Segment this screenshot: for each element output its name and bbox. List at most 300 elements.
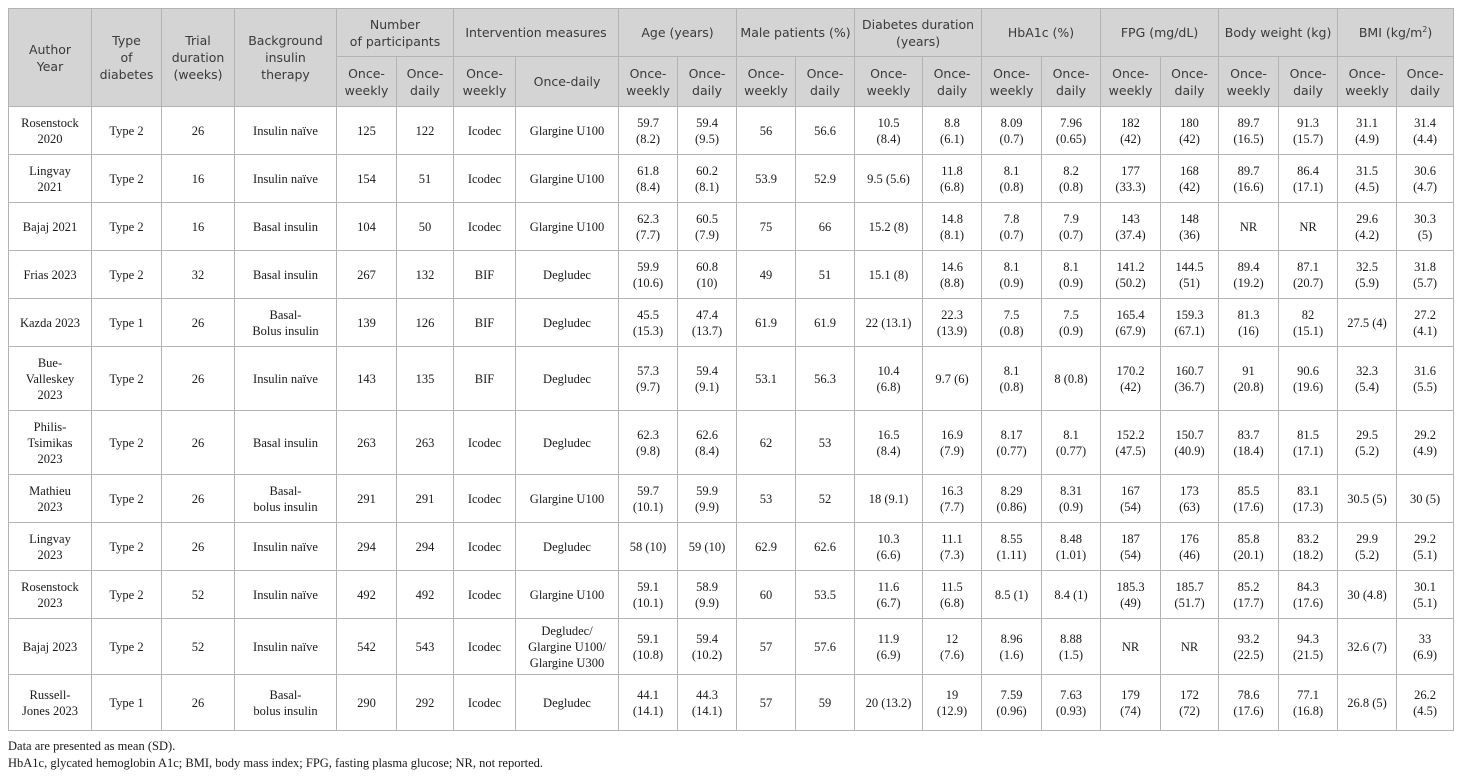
table-cell: Rosenstock 2023 [9, 571, 92, 619]
table-cell: 154 [337, 155, 397, 203]
footnote: HbA1c, glycated hemoglobin A1c; BMI, body mass index; FPG, fasting plasma glucose; NR, not reported. [8, 756, 543, 770]
table-cell: 56 [737, 107, 796, 155]
header-diabetes-duration: Diabetes duration (years) [855, 9, 982, 57]
table-cell: 159.3 (67.1) [1161, 299, 1219, 347]
table-cell: 32.5 (5.9) [1338, 251, 1397, 299]
table-cell: 57 [737, 675, 796, 731]
table-cell: 89.4 (19.2) [1219, 251, 1279, 299]
table-cell: 8.31 (0.9) [1042, 475, 1101, 523]
table-cell: 122 [397, 107, 454, 155]
table-cell: 12 (7.6) [923, 619, 982, 675]
table-cell: 7.96 (0.65) [1042, 107, 1101, 155]
table-cell: 290 [337, 675, 397, 731]
table-cell: 94.3 (21.5) [1279, 619, 1338, 675]
footnote: Data are presented as mean (SD). [8, 739, 176, 753]
header-bmi-text: BMI (kg/m [1358, 25, 1423, 40]
subheader-once-daily: Once-daily [516, 57, 619, 107]
table-row [9, 411, 1454, 475]
table-cell: Type 2 [92, 411, 162, 475]
table-cell: Glargine U100 [516, 571, 619, 619]
table-cell: 9.5 (5.6) [855, 155, 923, 203]
table-cell: 14.6 (8.8) [923, 251, 982, 299]
table-cell: 15.1 (8) [855, 251, 923, 299]
table-container [8, 8, 1452, 772]
table-cell: Icodec [454, 411, 516, 475]
table-cell: 57.3 (9.7) [619, 347, 678, 411]
table-cell: Type 1 [92, 675, 162, 731]
table-cell: 167 (54) [1101, 475, 1161, 523]
table-cell: Type 2 [92, 347, 162, 411]
table-cell: 31.1 (4.9) [1338, 107, 1397, 155]
table-cell: 132 [397, 251, 454, 299]
table-cell: Type 2 [92, 251, 162, 299]
table-cell: 173 (63) [1161, 475, 1219, 523]
table-cell: 84.3 (17.6) [1279, 571, 1338, 619]
table-row [9, 155, 1454, 203]
table-cell: 18 (9.1) [855, 475, 923, 523]
table-cell: 31.5 (4.5) [1338, 155, 1397, 203]
table-cell: 16 [162, 155, 235, 203]
table-cell: 177 (33.3) [1101, 155, 1161, 203]
table-cell: Degludec [516, 347, 619, 411]
subheader-once-weekly: Once- weekly [454, 57, 516, 107]
table-cell: 91 (20.8) [1219, 347, 1279, 411]
table-cell: 7.5 (0.9) [1042, 299, 1101, 347]
table-cell: 141.2 (50.2) [1101, 251, 1161, 299]
table-cell: 53 [737, 475, 796, 523]
table-row [9, 107, 1454, 155]
table-cell: 44.1 (14.1) [619, 675, 678, 731]
table-cell: Degludec [516, 411, 619, 475]
table-cell: Basal insulin [235, 411, 337, 475]
table-cell: 294 [337, 523, 397, 571]
table-cell: 267 [337, 251, 397, 299]
table-cell: Type 2 [92, 475, 162, 523]
table-cell: 180 (42) [1161, 107, 1219, 155]
header-body-weight: Body weight (kg) [1219, 9, 1338, 57]
subheader-once-weekly: Once- weekly [855, 57, 923, 107]
table-cell: 78.6 (17.6) [1219, 675, 1279, 731]
table-cell: 11.5 (6.8) [923, 571, 982, 619]
table-cell: 176 (46) [1161, 523, 1219, 571]
table-cell: 30 (5) [1397, 475, 1454, 523]
table-cell: 58 (10) [619, 523, 678, 571]
header-intervention: Intervention measures [454, 9, 619, 57]
table-cell: 492 [397, 571, 454, 619]
table-cell: 26.2 (4.5) [1397, 675, 1454, 731]
table-cell: 52 [162, 571, 235, 619]
table-cell: 66 [796, 203, 855, 251]
table-cell: 32.3 (5.4) [1338, 347, 1397, 411]
subheader-once-daily: Once- daily [397, 57, 454, 107]
subheader-once-weekly: Once- weekly [1219, 57, 1279, 107]
table-cell: Degludec/ Glargine U100/ Glargine U300 [516, 619, 619, 675]
subheader-once-daily: Once- daily [796, 57, 855, 107]
table-cell: Degludec [516, 251, 619, 299]
table-cell: 11.6 (6.7) [855, 571, 923, 619]
table-cell: 83.1 (17.3) [1279, 475, 1338, 523]
header-author-year: Author Year [9, 9, 92, 107]
table-cell: 81.5 (17.1) [1279, 411, 1338, 475]
table-cell: Glargine U100 [516, 203, 619, 251]
table-cell: 22.3 (13.9) [923, 299, 982, 347]
table-cell: 29.6 (4.2) [1338, 203, 1397, 251]
table-cell: 31.4 (4.4) [1397, 107, 1454, 155]
table-cell: 14.8 (8.1) [923, 203, 982, 251]
table-cell: 143 (37.4) [1101, 203, 1161, 251]
table-cell: 85.8 (20.1) [1219, 523, 1279, 571]
table-cell: 45.5 (15.3) [619, 299, 678, 347]
table-cell: 59.1 (10.8) [619, 619, 678, 675]
table-cell: Degludec [516, 299, 619, 347]
table-cell: Icodec [454, 203, 516, 251]
table-row [9, 347, 1454, 411]
table-cell: 168 (42) [1161, 155, 1219, 203]
table-cell: 91.3 (15.7) [1279, 107, 1338, 155]
table-cell: 263 [337, 411, 397, 475]
table-cell: 60.2 (8.1) [678, 155, 737, 203]
header-bmi-sup: 2 [1422, 24, 1428, 34]
table-cell: 52 [162, 619, 235, 675]
table-cell: 263 [397, 411, 454, 475]
table-cell: 59 (10) [678, 523, 737, 571]
table-row [9, 251, 1454, 299]
table-cell: 7.63 (0.93) [1042, 675, 1101, 731]
table-cell: Philis- Tsimikas 2023 [9, 411, 92, 475]
table-cell: 26 [162, 475, 235, 523]
table-cell: 62.9 [737, 523, 796, 571]
table-cell: 8 (0.8) [1042, 347, 1101, 411]
table-cell: 492 [337, 571, 397, 619]
table-cell: 16.5 (8.4) [855, 411, 923, 475]
header-hba1c: HbA1c (%) [982, 9, 1101, 57]
table-cell: 31.6 (5.5) [1397, 347, 1454, 411]
table-cell: 144.5 (51) [1161, 251, 1219, 299]
table-row [9, 571, 1454, 619]
table-cell: 139 [337, 299, 397, 347]
table-footnotes [8, 738, 1452, 772]
table-cell: 52 [796, 475, 855, 523]
table-cell: 61.9 [796, 299, 855, 347]
table-cell: 56.3 [796, 347, 855, 411]
table-cell: Glargine U100 [516, 155, 619, 203]
table-cell: Basal insulin [235, 203, 337, 251]
table-cell: 11.8 (6.8) [923, 155, 982, 203]
table-cell: 291 [337, 475, 397, 523]
table-cell: 53 [796, 411, 855, 475]
table-cell: 60.5 (7.9) [678, 203, 737, 251]
table-cell: 27.2 (4.1) [1397, 299, 1454, 347]
table-cell: 543 [397, 619, 454, 675]
subheader-once-daily: Once- daily [678, 57, 737, 107]
table-cell: 26 [162, 299, 235, 347]
table-cell: 59.4 (9.1) [678, 347, 737, 411]
table-cell: 148 (36) [1161, 203, 1219, 251]
table-cell: 8.88 (1.5) [1042, 619, 1101, 675]
table-cell: 294 [397, 523, 454, 571]
table-cell: 83.7 (18.4) [1219, 411, 1279, 475]
table-body [9, 107, 1454, 731]
table-cell: Glargine U100 [516, 475, 619, 523]
header-type: Type of diabetes [92, 9, 162, 107]
table-cell: 30.5 (5) [1338, 475, 1397, 523]
table-cell: 170.2 (42) [1101, 347, 1161, 411]
header-participants: Number of participants [337, 9, 454, 57]
table-cell: 59.1 (10.1) [619, 571, 678, 619]
table-cell: 11.9 (6.9) [855, 619, 923, 675]
table-cell: 8.1 (0.9) [1042, 251, 1101, 299]
header-male: Male patients (%) [737, 9, 855, 57]
table-cell: 135 [397, 347, 454, 411]
table-cell: 27.5 (4) [1338, 299, 1397, 347]
subheader-once-weekly: Once- weekly [737, 57, 796, 107]
table-cell: 30.6 (4.7) [1397, 155, 1454, 203]
table-cell: Rosenstock 2020 [9, 107, 92, 155]
table-cell: 143 [337, 347, 397, 411]
table-cell: Type 2 [92, 107, 162, 155]
table-cell: 53.1 [737, 347, 796, 411]
table-cell: 30.1 (5.1) [1397, 571, 1454, 619]
table-header [9, 9, 1454, 107]
table-cell: 60.8 (10) [678, 251, 737, 299]
header-trial-duration: Trial duration (weeks) [162, 9, 235, 107]
table-cell: 8.8 (6.1) [923, 107, 982, 155]
table-cell: BIF [454, 347, 516, 411]
table-cell: 82 (15.1) [1279, 299, 1338, 347]
table-cell: 7.9 (0.7) [1042, 203, 1101, 251]
table-cell: 26 [162, 107, 235, 155]
table-cell: 59.7 (10.1) [619, 475, 678, 523]
table-cell: 8.1 (0.8) [982, 155, 1042, 203]
table-cell: 29.5 (5.2) [1338, 411, 1397, 475]
table-cell: Icodec [454, 475, 516, 523]
table-cell: 8.48 (1.01) [1042, 523, 1101, 571]
table-cell: 10.4 (6.8) [855, 347, 923, 411]
table-cell: 62.3 (7.7) [619, 203, 678, 251]
table-cell: 53.9 [737, 155, 796, 203]
table-cell: 29.2 (5.1) [1397, 523, 1454, 571]
table-row [9, 299, 1454, 347]
table-cell: 16.9 (7.9) [923, 411, 982, 475]
table-cell: 51 [796, 251, 855, 299]
table-cell: 89.7 (16.5) [1219, 107, 1279, 155]
table-cell: Bajaj 2023 [9, 619, 92, 675]
table-cell: 32 [162, 251, 235, 299]
table-cell: Type 2 [92, 619, 162, 675]
subheader-once-weekly: Once- weekly [1338, 57, 1397, 107]
table-row [9, 203, 1454, 251]
table-cell: 26.8 (5) [1338, 675, 1397, 731]
subheader-once-weekly: Once- weekly [337, 57, 397, 107]
table-cell: Frias 2023 [9, 251, 92, 299]
table-cell: Russell- Jones 2023 [9, 675, 92, 731]
table-cell: 83.2 (18.2) [1279, 523, 1338, 571]
table-cell: 61.8 (8.4) [619, 155, 678, 203]
table-cell: 59.4 (9.5) [678, 107, 737, 155]
table-cell: 11.1 (7.3) [923, 523, 982, 571]
table-cell: 89.7 (16.6) [1219, 155, 1279, 203]
table-row [9, 523, 1454, 571]
table-cell: 62.6 (8.4) [678, 411, 737, 475]
table-cell: 16 [162, 203, 235, 251]
table-cell: 152.2 (47.5) [1101, 411, 1161, 475]
table-cell: 59.9 (10.6) [619, 251, 678, 299]
table-cell: 15.2 (8) [855, 203, 923, 251]
header-bmi [1338, 9, 1454, 57]
table-cell: Insulin naïve [235, 347, 337, 411]
table-cell: 7.5 (0.8) [982, 299, 1042, 347]
subheader-once-weekly: Once- weekly [1101, 57, 1161, 107]
table-cell: 29.9 (5.2) [1338, 523, 1397, 571]
table-cell: 8.17 (0.77) [982, 411, 1042, 475]
subheader-once-daily: Once- daily [1397, 57, 1454, 107]
table-cell: 59.9 (9.9) [678, 475, 737, 523]
table-cell: 59.7 (8.2) [619, 107, 678, 155]
table-cell: NR [1161, 619, 1219, 675]
table-cell: 81.3 (16) [1219, 299, 1279, 347]
table-cell: 59.4 (10.2) [678, 619, 737, 675]
table-cell: 50 [397, 203, 454, 251]
table-cell: 172 (72) [1161, 675, 1219, 731]
table-cell: 61.9 [737, 299, 796, 347]
table-cell: 291 [397, 475, 454, 523]
table-cell: Insulin naïve [235, 619, 337, 675]
table-cell: Icodec [454, 571, 516, 619]
table-cell: 62 [737, 411, 796, 475]
table-cell: 8.29 (0.86) [982, 475, 1042, 523]
table-cell: 62.3 (9.8) [619, 411, 678, 475]
table-cell: Icodec [454, 155, 516, 203]
table-cell: 542 [337, 619, 397, 675]
table-cell: 32.6 (7) [1338, 619, 1397, 675]
table-cell: 8.1 (0.77) [1042, 411, 1101, 475]
table-cell: 22 (13.1) [855, 299, 923, 347]
table-cell: Type 2 [92, 155, 162, 203]
table-cell: 30 (4.8) [1338, 571, 1397, 619]
table-cell: 93.2 (22.5) [1219, 619, 1279, 675]
table-cell: Mathieu 2023 [9, 475, 92, 523]
table-cell: NR [1101, 619, 1161, 675]
table-cell: BIF [454, 251, 516, 299]
table-cell: 62.6 [796, 523, 855, 571]
table-cell: Icodec [454, 675, 516, 731]
subheader-once-weekly: Once- weekly [619, 57, 678, 107]
table-cell: 53.5 [796, 571, 855, 619]
table-cell: 185.7 (51.7) [1161, 571, 1219, 619]
table-row [9, 675, 1454, 731]
table-cell: 8.09 (0.7) [982, 107, 1042, 155]
table-cell: 292 [397, 675, 454, 731]
table-cell: 8.1 (0.8) [982, 347, 1042, 411]
table-cell: 59 [796, 675, 855, 731]
table-cell: 58.9 (9.9) [678, 571, 737, 619]
table-cell: 185.3 (49) [1101, 571, 1161, 619]
table-cell: 16.3 (7.7) [923, 475, 982, 523]
table-cell: 8.5 (1) [982, 571, 1042, 619]
table-cell: Lingvay 2021 [9, 155, 92, 203]
table-cell: 31.8 (5.7) [1397, 251, 1454, 299]
table-cell: Degludec [516, 675, 619, 731]
table-cell: Icodec [454, 619, 516, 675]
table-cell: Degludec [516, 523, 619, 571]
table-cell: NR [1279, 203, 1338, 251]
header-fpg: FPG (mg/dL) [1101, 9, 1219, 57]
table-cell: Basal- bolus insulin [235, 475, 337, 523]
table-cell: 20 (13.2) [855, 675, 923, 731]
table-cell: Type 2 [92, 523, 162, 571]
table-cell: 8.4 (1) [1042, 571, 1101, 619]
table-cell: 85.2 (17.7) [1219, 571, 1279, 619]
table-cell: 7.8 (0.7) [982, 203, 1042, 251]
table-cell: 85.5 (17.6) [1219, 475, 1279, 523]
table-cell: 7.59 (0.96) [982, 675, 1042, 731]
table-cell: 26 [162, 675, 235, 731]
table-cell: 47.4 (13.7) [678, 299, 737, 347]
header-background-insulin: Background insulin therapy [235, 9, 337, 107]
table-cell: 187 (54) [1101, 523, 1161, 571]
table-cell: 179 (74) [1101, 675, 1161, 731]
table-cell: 104 [337, 203, 397, 251]
table-cell: Basal- Bolus insulin [235, 299, 337, 347]
table-cell: NR [1219, 203, 1279, 251]
table-cell: 26 [162, 523, 235, 571]
table-cell: 8.55 (1.11) [982, 523, 1042, 571]
header-age: Age (years) [619, 9, 737, 57]
table-row [9, 619, 1454, 675]
table-cell: 30.3 (5) [1397, 203, 1454, 251]
table-cell: 150.7 (40.9) [1161, 411, 1219, 475]
table-row [9, 475, 1454, 523]
table-cell: 56.6 [796, 107, 855, 155]
table-cell: 29.2 (4.9) [1397, 411, 1454, 475]
subheader-once-daily: Once- daily [1279, 57, 1338, 107]
subheader-once-daily: Once- daily [1042, 57, 1101, 107]
table-cell: Icodec [454, 107, 516, 155]
table-cell: 49 [737, 251, 796, 299]
table-cell: 52.9 [796, 155, 855, 203]
table-cell: 77.1 (16.8) [1279, 675, 1338, 731]
table-cell: Bue- Valleskey 2023 [9, 347, 92, 411]
table-cell: 165.4 (67.9) [1101, 299, 1161, 347]
table-cell: Type 2 [92, 203, 162, 251]
table-cell: 126 [397, 299, 454, 347]
table-cell: 8.96 (1.6) [982, 619, 1042, 675]
table-cell: 10.3 (6.6) [855, 523, 923, 571]
table-cell: 90.6 (19.6) [1279, 347, 1338, 411]
table-cell: 19 (12.9) [923, 675, 982, 731]
table-cell: Lingvay 2023 [9, 523, 92, 571]
table-cell: 160.7 (36.7) [1161, 347, 1219, 411]
table-cell: Kazda 2023 [9, 299, 92, 347]
subheader-once-weekly: Once- weekly [982, 57, 1042, 107]
header-bmi-close: ) [1427, 25, 1433, 40]
table-cell: Insulin naïve [235, 523, 337, 571]
table-cell: 75 [737, 203, 796, 251]
table-cell: 182 (42) [1101, 107, 1161, 155]
table-cell: Type 2 [92, 571, 162, 619]
table-cell: 8.2 (0.8) [1042, 155, 1101, 203]
table-cell: Icodec [454, 523, 516, 571]
table-cell: 87.1 (20.7) [1279, 251, 1338, 299]
table-cell: 26 [162, 411, 235, 475]
table-cell: 9.7 (6) [923, 347, 982, 411]
study-characteristics-table [8, 8, 1454, 731]
table-cell: BIF [454, 299, 516, 347]
table-cell: Basal- bolus insulin [235, 675, 337, 731]
table-cell: Type 1 [92, 299, 162, 347]
table-cell: 125 [337, 107, 397, 155]
table-cell: 86.4 (17.1) [1279, 155, 1338, 203]
